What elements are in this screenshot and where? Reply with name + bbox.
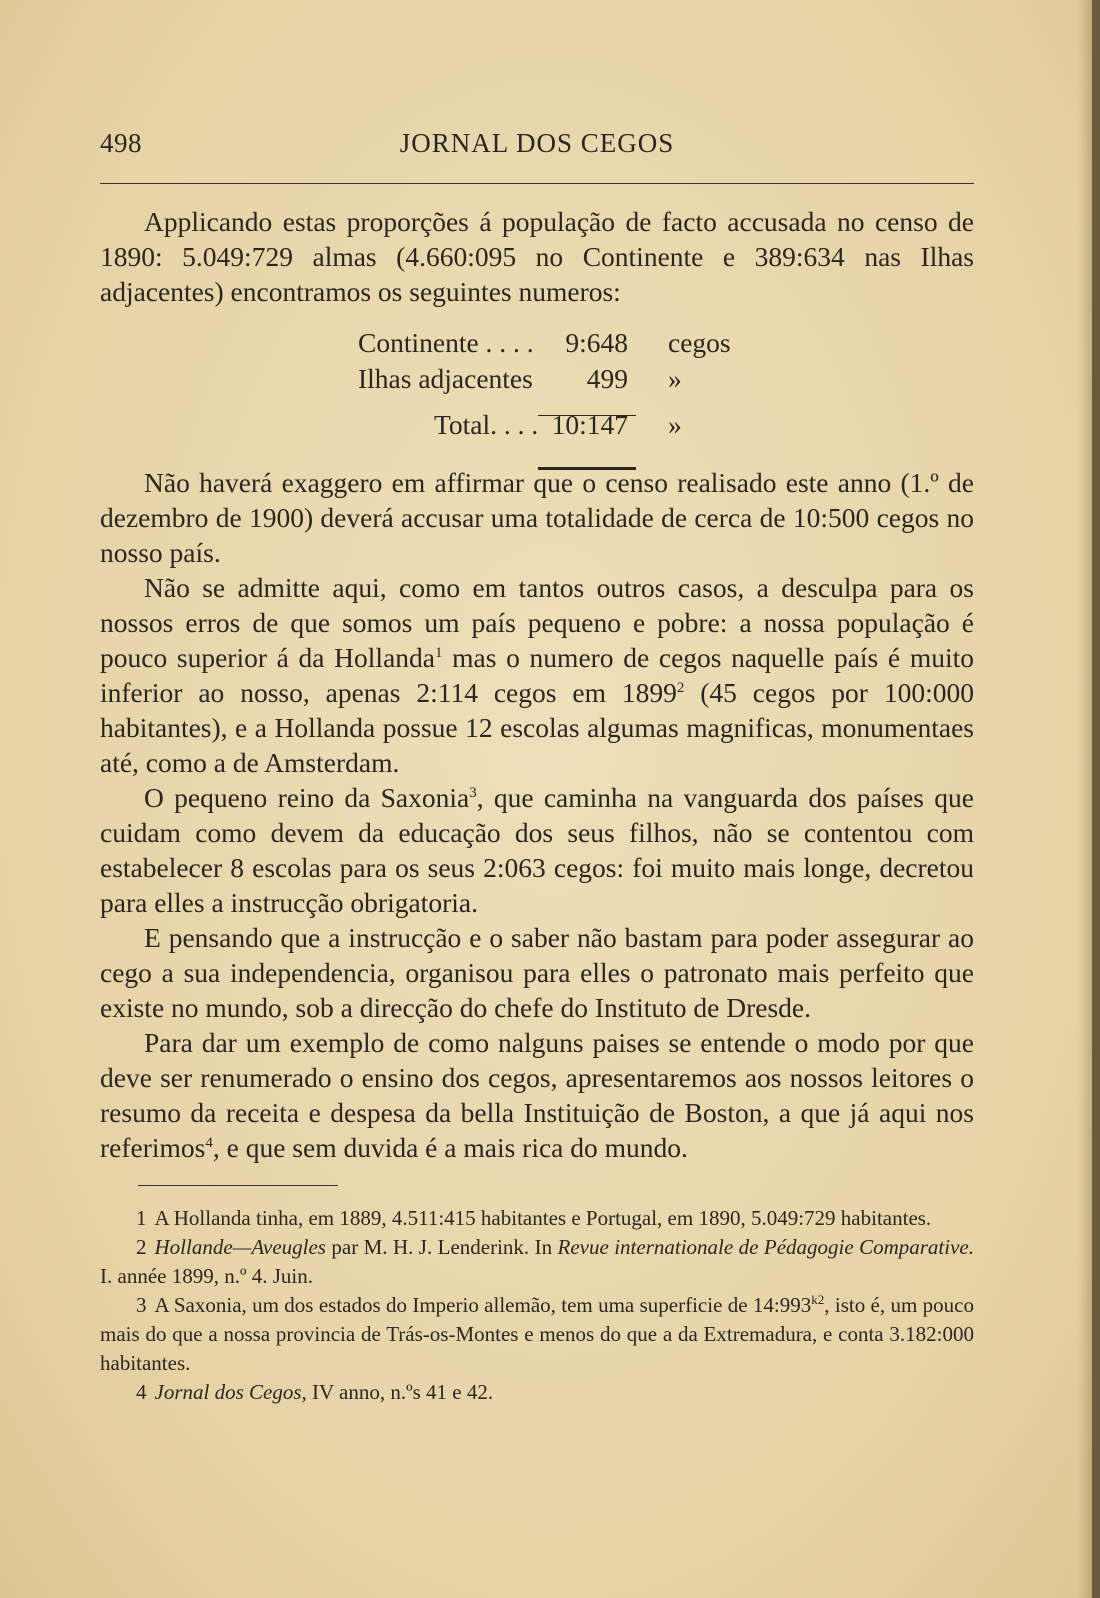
paragraph-6 — [100, 1025, 974, 1165]
paragraph-4-text-b: , que caminha na vanguarda dos países que cuidam como devem da educação dos seus filhos, não se contentou com estabelecer 8 escolas para os seus 2:063 cegos: foi muito mais longe, decretou para elles a instrucção obrigatoria. — [100, 782, 974, 918]
footnote-ref-3: 3 — [469, 784, 477, 801]
body-text — [100, 204, 974, 1165]
footnotes — [100, 1204, 974, 1407]
paragraph-6-text-b: , e que sem duvida é a mais rica do mundo. — [212, 1132, 688, 1163]
header-rule — [100, 183, 974, 184]
paragraph-3-text-b: mas o numero de cegos naquelle país é muito inferior ao nosso, apenas 2:114 cegos em 1899 — [100, 642, 974, 708]
footnote-ref-2: 2 — [676, 679, 685, 696]
census-row-total — [358, 407, 918, 443]
running-header — [100, 128, 974, 168]
footnote-text: I. année 1899, n.º 4. Juin. — [100, 1264, 313, 1288]
paragraph-4 — [100, 780, 974, 920]
footnote-italic: Hollande—Aveugles — [154, 1235, 326, 1259]
footnote-text: IV anno, n.ºs 41 e 42. — [306, 1380, 494, 1404]
page-number: 498 — [100, 128, 142, 158]
footnote-text: A Hollanda tinha, em 1889, 4.511:415 habitantes e Portugal, em 1890, 5.049:729 habitantes. — [154, 1206, 932, 1230]
footnote-rule — [138, 1185, 338, 1186]
census-unit: » — [668, 363, 682, 394]
paragraph-1: Applicando estas proporções á população de facto accusada no censo de 1890: 5.049:729 almas (4.660:095 no Continente e 389:634 nas Ilhas adjacentes) encontramos os seguintes numeros: — [100, 206, 974, 307]
page-edge — [1092, 0, 1100, 1598]
footnote-1 — [100, 1204, 974, 1233]
footnote-italic: Jornal dos Cegos, — [154, 1380, 307, 1404]
census-total-unit: » — [668, 409, 682, 440]
census-value: 499 — [586, 363, 628, 394]
census-value: 9:648 — [565, 327, 628, 358]
census-row-continente — [358, 325, 918, 361]
paragraph-3 — [100, 570, 974, 780]
footnote-mark: 3 — [136, 1293, 147, 1317]
paragraph-3-text-c: (45 cegos por 100:000 habitantes), e a Hollanda possue 12 escolas algumas magnificas, monumentaes até, como a de Amsterdam. — [100, 677, 975, 778]
footnote-mark: 1 — [136, 1206, 147, 1230]
footnote-ref-1: 1 — [434, 644, 443, 661]
census-label: Ilhas adjacentes — [358, 363, 533, 394]
footnote-italic: Revue internationale de Pédagogie Comparative. — [557, 1235, 974, 1259]
footnote-superscript: k2 — [811, 1292, 825, 1307]
footnote-ref-4: 4 — [205, 1134, 213, 1151]
paragraph-2: Não haverá exaggero em affirmar que o censo realisado este anno (1.º de dezembro de 1900) deverá accusar uma totalidade de cerca de 10:500 cegos no nosso país. — [100, 467, 974, 568]
census-label: Continente . . . . — [358, 327, 534, 358]
paragraph-4-text-a: O pequeno reino da Saxonia — [144, 782, 470, 813]
footnote-3 — [100, 1291, 974, 1378]
census-row-ilhas — [358, 361, 918, 397]
paragraph-6-text-a: Para dar um exemplo de como nalguns paises se entende o modo por que deve ser renumerado o ensino dos cegos, apresentaremos aos nossos leitores o resumo da receita e despesa da bella Instituição de Boston, a que já aqui nos referimos — [100, 1027, 974, 1163]
census-table — [358, 325, 918, 443]
paragraph-5: E pensando que a instrucção e o saber não bastam para poder assegurar ao cego a sua independencia, organisou para elles o patronato mais perfeito que existe no mundo, sob a direcção do chefe do Instituto de Dresde. — [100, 922, 974, 1023]
census-total-value: 10:147 — [551, 409, 628, 440]
footnote-mark: 4 — [136, 1380, 147, 1404]
running-title: JORNAL DOS CEGOS — [399, 128, 675, 158]
footnote-text: , isto é, um pouco mais do que a nossa provincia de Trás-os-Montes e menos do que a da Extremadura, e conta 3.182:000 habitantes. — [100, 1293, 974, 1375]
census-unit: cegos — [668, 327, 731, 358]
footnote-text: par M. H. J. Lenderink. In — [325, 1235, 558, 1259]
footnote-text: A Saxonia, um dos estados do Imperio allemão, tem uma superficie de 14:993 — [154, 1293, 812, 1317]
footnote-mark: 2 — [136, 1235, 147, 1259]
total-underline — [538, 467, 636, 470]
paragraph-3-text-a: Não se admitte aqui, como em tantos outros casos, a desculpa para os nossos erros de que somos um país pequeno e pobre: a nossa população é pouco superior á da Hollanda — [100, 572, 974, 673]
census-total-label: Total. . . . — [434, 409, 539, 440]
footnote-2 — [100, 1233, 974, 1291]
page-edge-shadow — [1078, 0, 1092, 1598]
footnote-4 — [100, 1378, 974, 1407]
